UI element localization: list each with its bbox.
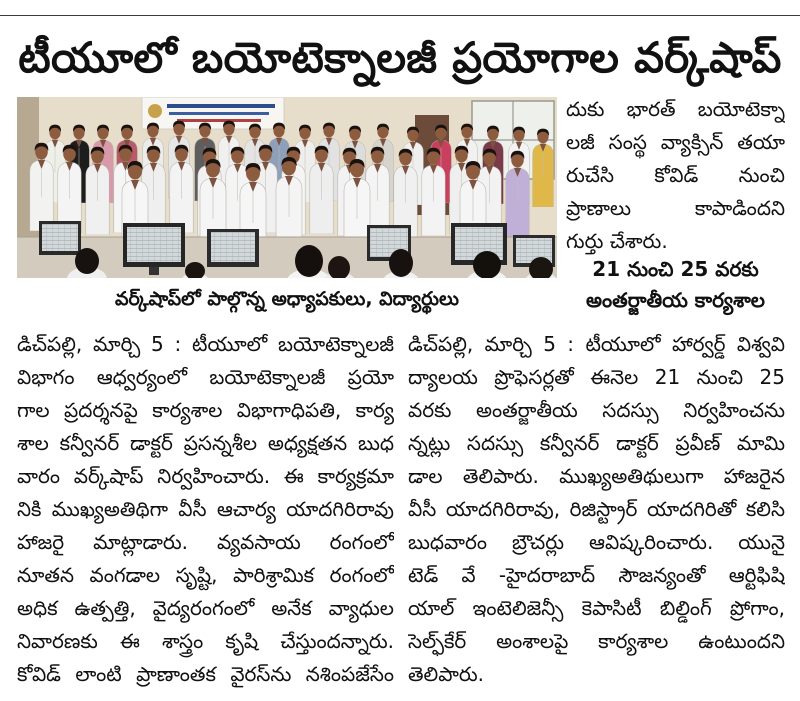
text-line: న్నట్లు సదస్సు కన్వీనర్ డాక్టర్ ప్రవీణ్ మామి	[408, 431, 785, 455]
workshop-story	[17, 328, 394, 696]
headline: టీయూలో బయోటెక్నాలజీ ప్రయోగాల వర్క్‌షాప్	[18, 33, 782, 82]
text-line: శాల కన్వీనర్ డాక్టర్ ప్రసన్నశీల అధ్యక్షతన బుధ	[17, 431, 394, 455]
text-line: నికి ముఖ్యఅతిథిగా వీసీ ఆచార్య యాదగిరిరావు	[17, 497, 394, 521]
computer-monitor	[207, 229, 259, 267]
text-line: రుచేసి కోవిడ్ నుంచి	[566, 163, 785, 187]
text-line: గుర్తు చేశారు.	[566, 229, 668, 253]
text-line: డిచ్‌పల్లి, మార్చి 5 : టీయూలో బయోటెక్నాలజీ	[17, 332, 394, 356]
text-line: తెలిపారు.	[408, 662, 484, 686]
computer-monitor	[39, 221, 81, 255]
text-line: డాల తెలిపారు. ముఖ్యఅతిథులుగా హాజరైన	[408, 464, 785, 488]
text-line: అధిక ఉత్పత్తి, వైద్యరంగంలో అనేక వ్యాధుల	[17, 596, 394, 620]
text-line: బుధవారం బ్రౌచర్లు ఆవిష్కరించారు. యునై	[408, 530, 785, 554]
top-rule	[0, 15, 800, 16]
text-line: డిచ్‌పల్లి, మార్చి 5 : టీయూలో హార్వర్డ్ విశ్వవి	[408, 332, 785, 356]
conference-story-heading	[566, 254, 785, 318]
text-line: హాజరై మాట్లాడారు. వ్యవసాయ రంగంలో	[17, 530, 394, 554]
photo-caption: వర్క్‌షాప్‌లో పాల్గొన్న అధ్యాపకులు, విద్యార్థులు	[114, 288, 460, 310]
text-line: యాల్ ఇంటెలిజెన్సీ కెపాసిటీ బిల్డింగ్ ప్రోగాం,	[408, 596, 785, 620]
news-photo	[17, 97, 557, 278]
text-line: ద్యాలయ ప్రొఫెసర్లతో ఈనెల 21 నుంచి 25	[408, 365, 785, 389]
text-line: నివారణకు ఈ శాస్త్రం కృషి చేస్తుందన్నారు.	[17, 629, 394, 653]
photo-illustration	[17, 97, 557, 278]
subheading-line: అంతర్జాతీయ కార్యశాల	[586, 288, 765, 312]
conference-story	[408, 328, 785, 696]
subheading-line: 21 నుంచి 25 వరకు	[592, 257, 759, 281]
text-line: వారం వర్క్‌షాప్ నిర్వహించారు. ఈ కార్యక్రమా	[17, 464, 394, 488]
text-line: టెడ్ వే -హైదరాబాద్ సౌజన్యంతో ఆర్టిఫిషి	[408, 563, 785, 587]
text-line: ప్రాణాలు కాపాడిందని	[566, 196, 785, 220]
text-line: వీసీ యాదగిరిరావు, రిజిస్ట్రార్ యాదగిరితో కలిసి	[408, 497, 785, 521]
workshop-story-continued	[566, 93, 785, 259]
text-line: గాల ప్రదర్శనపై కార్యశాల విభాగాధిపతి, కార్య	[17, 398, 394, 422]
text-line: విభాగం ఆధ్వర్యంలో బయోటెక్నాలజీ ప్రయో	[17, 365, 394, 389]
text-line: లజీ సంస్థ వ్యాక్సిన్ తయా	[566, 130, 785, 154]
text-line: వరకు అంతర్జాతీయ సదస్సు నిర్వహించను	[408, 398, 785, 422]
text-line: సెల్ఫ్‌కేర్ అంశాలపై కార్యశాల ఉంటుందని	[408, 629, 785, 653]
banner	[142, 97, 284, 129]
text-line: నూతన వంగడాల సృష్టి, పారిశ్రామిక రంగంలో	[17, 563, 394, 587]
text-line: దుకు భారత్ బయోటెక్నా	[566, 97, 785, 121]
text-line: కోవిడ్ లాంటి ప్రాణాంతక వైరస్‌ను నశింపజేసేం	[17, 662, 394, 686]
